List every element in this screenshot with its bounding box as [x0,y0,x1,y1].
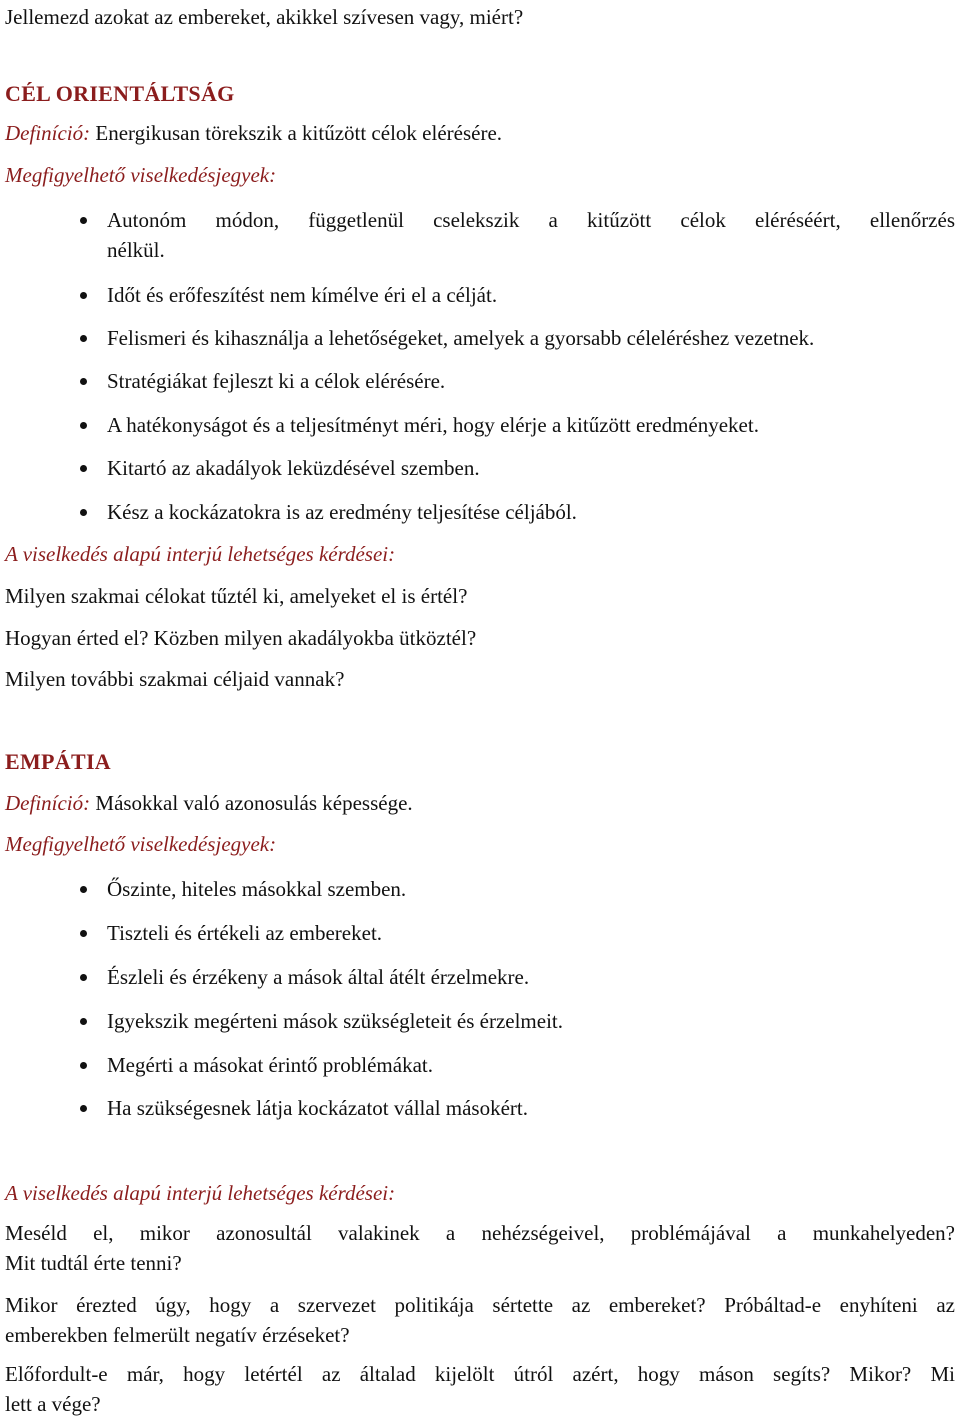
section-title-cel-orientaltsag: CÉL ORIENTÁLTSÁG [5,81,235,106]
bullet-dot-icon [80,292,87,299]
bullet-dot-icon [80,378,87,385]
question-line: Mit tudtál érte tenni? [5,1251,182,1275]
list-item [80,366,955,396]
bullet-dot-icon [80,422,87,429]
list-item [80,323,955,353]
list-item-text-continuation: nélkül. [107,238,165,262]
bullet-dot-icon [80,1105,87,1112]
intro-question: Jellemezd azokat az embereket, akikkel szívesen vagy, miért? [5,5,524,29]
question-line: Előfordult-e már, hogy letértél az általad kijelölt útról azért, hogy máson segíts? Mikor? Mi [5,1362,955,1386]
list-item [80,1050,955,1080]
list-item [80,497,955,527]
bullet-dot-icon [80,217,87,224]
list-item-text: Ha szükségesnek látja kockázatot vállal másokért. [107,1096,529,1120]
section2-question [5,1359,955,1419]
list-item [80,1006,955,1036]
section1-question: Milyen szakmai célokat tűztél ki, amelyeket el is értél? [5,584,468,608]
list-item [80,453,955,483]
question-line: emberekben felmerült negatív érzéseket? [5,1323,350,1347]
list-item [80,205,955,265]
list-item-text: Időt és erőfeszítést nem kímélve éri el a célját. [107,283,498,307]
list-item [80,1093,955,1123]
section1-definition [5,118,502,148]
bullet-dot-icon [80,886,87,893]
list-item-text: Megérti a másokat érintő problémákat. [107,1053,433,1077]
section2-questions-label: A viselkedés alapú interjú lehetséges kérdései: [5,1181,396,1205]
bullet-dot-icon [80,930,87,937]
definition-label: Definíció: [5,791,91,815]
list-item-text: Igyekszik megérteni mások szükségleteit és érzelmeit. [107,1009,564,1033]
bullet-dot-icon [80,1018,87,1025]
list-item-text: Őszinte, hiteles másokkal szemben. [107,877,407,901]
bullet-dot-icon [80,1062,87,1069]
bullet-dot-icon [80,335,87,342]
list-item-text: Kitartó az akadályok leküzdésével szemben. [107,456,480,480]
list-item [80,918,955,948]
list-item-text: Felismeri és kihasználja a lehetőségeket, amelyek a gyorsabb céleléréshez vezetnek. [107,326,815,350]
definition-text: Energikusan törekszik a kitűzött célok elérésére. [90,121,503,145]
bullet-dot-icon [80,465,87,472]
section2-question [5,1218,955,1278]
list-item-text: Kész a kockázatokra is az eredmény teljesítése céljából. [107,500,577,524]
section1-behavior-label: Megfigyelhető viselkedésjegyek: [5,163,277,187]
question-line: Mikor érezted úgy, hogy a szervezet politikája sértette az embereket? Próbáltad-e enyhíteni az [5,1293,955,1317]
list-item [80,962,955,992]
list-item [80,410,955,440]
section-title-empatia: EMPÁTIA [5,749,111,774]
bullet-dot-icon [80,509,87,516]
bullet-dot-icon [80,974,87,981]
section1-question: Hogyan érted el? Közben milyen akadályokba ütköztél? [5,626,477,650]
section2-definition [5,788,413,818]
definition-label: Definíció: [5,121,91,145]
question-line: lett a vége? [5,1392,101,1416]
list-item-text: Autonóm módon, függetlenül cselekszik a kitűzött célok eléréséért, ellenőrzés [107,208,955,232]
question-line: Meséld el, mikor azonosultál valakinek a nehézségeivel, problémájával a munkahelyeden? [5,1221,955,1245]
list-item-text: A hatékonyságot és a teljesítményt méri, hogy elérje a kitűzött eredményeket. [107,413,759,437]
section1-questions-label: A viselkedés alapú interjú lehetséges kérdései: [5,542,396,566]
list-item-text: Észleli és érzékeny a mások által átélt érzelmekre. [107,965,530,989]
list-item-text: Tiszteli és értékeli az embereket. [107,921,383,945]
section1-question: Milyen további szakmai céljaid vannak? [5,667,345,691]
section2-question [5,1290,955,1350]
list-item [80,280,955,310]
definition-text: Másokkal való azonosulás képessége. [90,791,413,815]
section2-behavior-label: Megfigyelhető viselkedésjegyek: [5,832,277,856]
list-item [80,874,955,904]
list-item-text: Stratégiákat fejleszt ki a célok elérésére. [107,369,446,393]
